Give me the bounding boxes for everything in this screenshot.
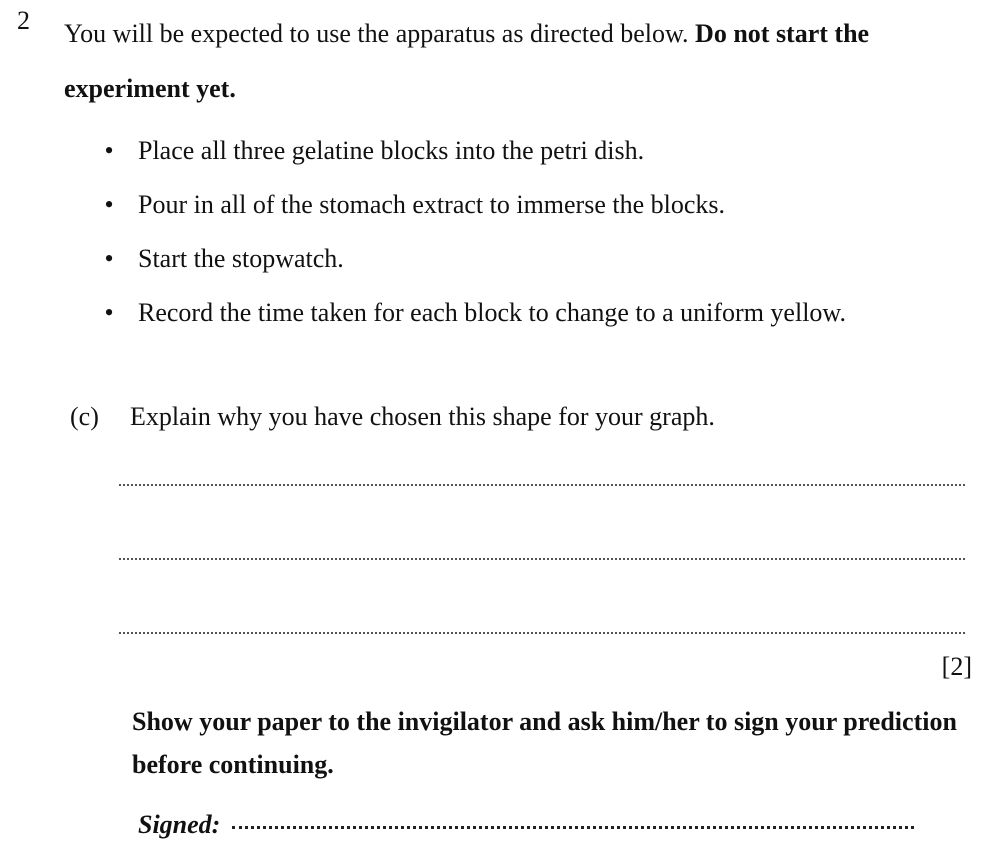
question-number: 2 [17,6,30,35]
part-c-question: Explain why you have chosen this shape for your graph. [130,402,715,431]
procedure-step [100,232,900,286]
signature-line[interactable] [232,826,914,829]
procedure-step-text: Place all three gelatine blocks into the petri dish. [138,136,645,165]
marks-indicator: [2] [941,652,972,681]
invigilator-instruction: Show your paper to the invigilator and ask him/her to sign your prediction before continuing. [132,707,957,779]
answer-line-1[interactable] [119,484,965,486]
procedure-step [100,286,900,340]
procedure-step-text: Pour in all of the stomach extract to immerse the blocks. [138,190,726,219]
part-c-label: (c) [70,402,99,431]
procedure-step-text: Start the stopwatch. [138,244,344,273]
answer-line-3[interactable] [119,632,965,634]
procedure-step [100,178,900,232]
question-intro [64,6,944,116]
bullet-icon: • [104,136,114,165]
signature-row [138,810,914,840]
answer-line-2[interactable] [119,558,965,560]
intro-warning: Do not start the experiment yet. [64,19,870,103]
procedure-list [100,124,900,340]
signed-label: Signed: [138,810,221,839]
procedure-step [100,124,900,178]
bullet-icon: • [104,190,114,219]
bullet-icon: • [104,298,114,327]
bullet-icon: • [104,244,114,273]
intro-text: You will be expected to use the apparatus as directed below. [64,19,689,48]
procedure-step-text: Record the time taken for each block to change to a uniform yellow. [138,298,847,327]
